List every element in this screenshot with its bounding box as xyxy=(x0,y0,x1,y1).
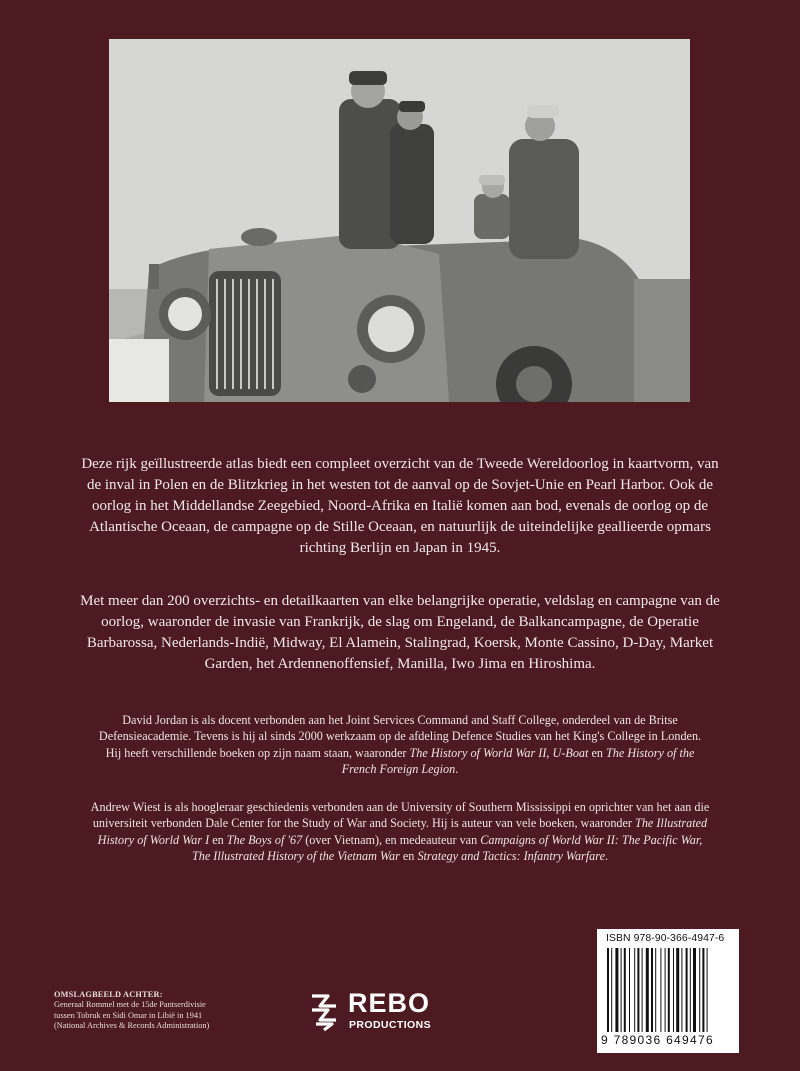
blurb-paragraph-1: Deze rijk geïllustreerde atlas biedt een compleet overzicht van de Tweede Wereldoorlog in kaartvorm, van de inval in Polen en de Blitzkrieg in het westen tot de aanval op de Sovjet-Unie en Pearl Harbor. Ook de oorlog in het Middellandse Zeegebied, Noord-Afrika en Italië komen aan bod, evenals de oorlog op de Atlantische Oceaan, de campagne op de Stille Oceaan, en natuurlijk de uiteindelijke geallieerde opmars richting Berlijn en Japan in 1945. xyxy=(81,456,719,556)
publisher-logo xyxy=(308,990,458,1036)
cover-photo xyxy=(109,39,690,402)
caption-heading: OMSLAGBEELD ACHTER: xyxy=(54,990,163,999)
rebo-logo-icon xyxy=(308,992,344,1032)
barcode-digits: 9 789036 649476 xyxy=(601,1033,714,1047)
publisher-name: REBO xyxy=(348,988,431,1018)
author-bio-wiest: Andrew Wiest is als hoogleraar geschiedenis verbonden aan de University of Southern Mississippi en oprichter van het aan die universiteit verbonden Dale Center for the Study of War and Society. Hij is auteur van vele boeken, waaronder The Illustrated History of World War I en The Boys of '67 (over Vietnam), en medeauteur van Campaigns of World War II: The Pacific War, The Illustrated History of the Vietnam War en Strategy and Tactics: Infantry Warfare. xyxy=(90,800,710,864)
cover-photo-caption xyxy=(54,990,294,1032)
caption-line: (National Archives & Records Administration) xyxy=(54,1021,210,1031)
staff-car-photo-illustration xyxy=(109,39,690,402)
caption-line: Generaal Rommel met de 15de Pantserdivisie xyxy=(54,1000,206,1010)
caption-line: tussen Tobruk en Sidi Omar in Libië in 1941 xyxy=(54,1010,203,1020)
isbn-barcode xyxy=(597,929,739,1053)
publisher-subtitle: PRODUCTIONS xyxy=(349,1019,431,1031)
isbn-label: ISBN 978-90-366-4947-6 xyxy=(606,933,725,944)
blurb-paragraph-2: Met meer dan 200 overzichts- en detailkaarten van elke belangrijke operatie, veldslag en campagne van de oorlog, waaronder de invasie van Frankrijk, de slag om Engeland, de Balkancampagne, de Operatie Barbarossa, Nederlands-Indië, Midway, El Alamein, Stalingrad, Koersk, Monte Cassino, D-Day, Market Garden, het Ardennenoffensief, Manilla, Iwo Jima en Hiroshima. xyxy=(80,593,720,672)
barcode-bars xyxy=(605,948,731,1032)
author-bio-jordan: David Jordan is als docent verbonden aan het Joint Services Command and Staff College, onderdeel van de Britse Defensieacademie. Tevens is hij al sinds 2000 werkzaam op de afdeling Defence Studies van het King's College in Londen. Hij heeft verschillende boeken op zijn naam staan, waaronder The History of World War II, U-Boat en The History of the French Foreign Legion. xyxy=(98,713,702,777)
